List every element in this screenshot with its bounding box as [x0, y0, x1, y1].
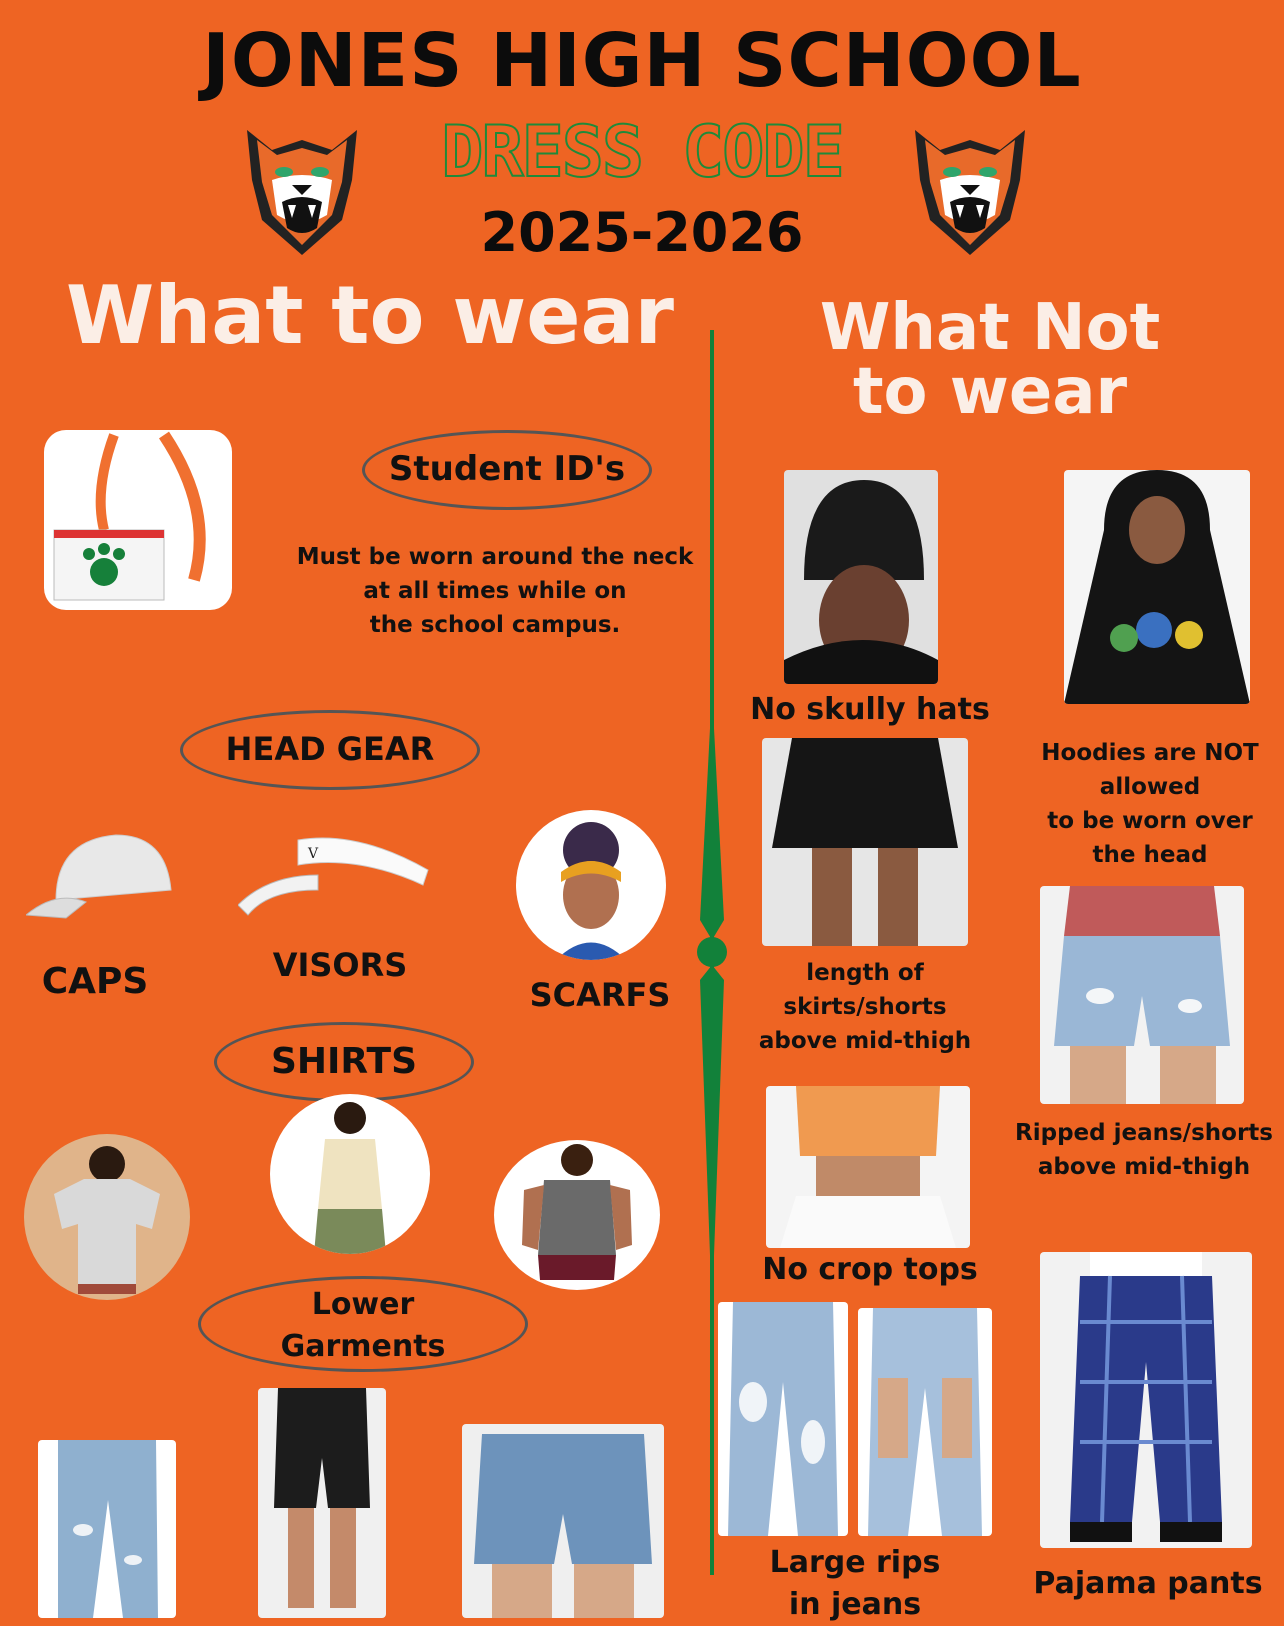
tshirt-image — [24, 1134, 190, 1300]
cap-image — [26, 820, 176, 930]
visors-label: VISORS — [272, 946, 408, 984]
note-line: above mid-thigh — [758, 1028, 972, 1054]
head-gear-title: HEAD GEAR — [225, 730, 435, 768]
note-line: above mid-thigh — [1037, 1154, 1251, 1180]
crop-top-image — [766, 1086, 970, 1248]
page-title: JONES HIGH SCHOOL — [202, 18, 1082, 104]
note-line: Hoodies are NOT — [1041, 740, 1259, 766]
note-line: the head — [1092, 842, 1208, 868]
large-rips-jeans-image-2 — [858, 1308, 992, 1536]
student-id-lanyard-image — [44, 430, 232, 610]
note-line: skirts/shorts — [783, 994, 947, 1020]
note-line: length of — [806, 960, 924, 986]
svg-text:V: V — [308, 846, 319, 862]
short-skirt-image — [762, 738, 968, 946]
note-line: to be worn over — [1047, 808, 1253, 834]
what-not-to-wear-heading — [760, 291, 1220, 429]
pajama-pants-label: Pajama pants — [1033, 1566, 1263, 1601]
scarf-image — [516, 810, 666, 960]
label-line: in jeans — [788, 1587, 922, 1622]
denim-shorts-image — [462, 1424, 664, 1618]
heading-line: What Not — [819, 291, 1161, 365]
visor-image — [238, 830, 438, 920]
no-crop-label: No crop tops — [762, 1252, 978, 1287]
scarfs-label: SCARFS — [529, 976, 671, 1014]
note-line: Must be worn around the neck — [296, 544, 694, 570]
student-id-title: Student ID's — [388, 449, 626, 489]
caps-label: CAPS — [41, 961, 149, 1002]
note-line: allowed — [1099, 774, 1201, 800]
jeans-image — [38, 1440, 176, 1618]
tank-top-image — [270, 1094, 430, 1254]
skirts-note — [740, 956, 990, 1058]
dress-code-heading: DRESS CODE — [441, 111, 843, 193]
label-line: Large rips — [769, 1545, 941, 1580]
ripped-note — [1010, 1116, 1278, 1184]
large-rips-jeans-image-1 — [718, 1302, 848, 1536]
title-line: Lower — [311, 1287, 415, 1322]
what-to-wear-heading: What to wear — [66, 269, 674, 362]
shirts-title: SHIRTS — [270, 1041, 418, 1082]
pajama-pants-image — [1040, 1252, 1252, 1548]
skully-hat-image — [784, 470, 938, 684]
heading-line: to wear — [852, 355, 1128, 429]
school-year: 2025-2026 — [480, 201, 804, 264]
ripped-shorts-image — [1040, 886, 1244, 1104]
sleeveless-shirt-image — [494, 1140, 660, 1290]
hoodie-image — [1064, 470, 1250, 704]
large-rips-label — [730, 1542, 980, 1626]
note-line: at all times while on — [363, 578, 627, 604]
lower-garments-title — [198, 1284, 528, 1368]
black-shorts-image — [258, 1388, 386, 1618]
no-skully-label: No skully hats — [750, 692, 990, 727]
note-line: Ripped jeans/shorts — [1015, 1120, 1273, 1146]
divider-ornament — [690, 690, 734, 1310]
student-id-note — [290, 540, 700, 642]
title-line: Garments — [280, 1329, 446, 1364]
hoodies-note — [1030, 736, 1270, 872]
note-line: the school campus. — [369, 612, 621, 638]
